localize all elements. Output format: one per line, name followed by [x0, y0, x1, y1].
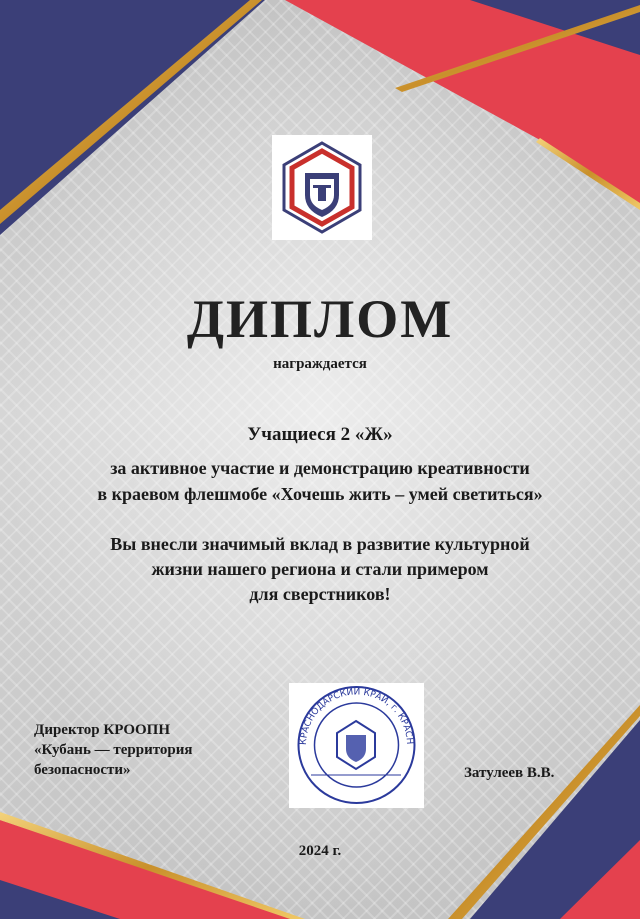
stamp-ring-text: КРАСНОДАРСКИЙ КРАЙ, г. КРАСН	[298, 687, 415, 746]
director-line: Директор КРООПН	[34, 722, 170, 738]
director-title	[34, 720, 193, 780]
director-line: «Кубань — территория	[34, 742, 193, 758]
signer-name: Затулеев В.В.	[464, 765, 555, 781]
organization-logo	[272, 135, 372, 240]
navy-corner-top-left	[0, 0, 265, 235]
issue-year: 2024 г.	[298, 843, 342, 859]
awarded-caption: награждается	[273, 356, 367, 372]
merit-line: жизни нашего региона и стали примером	[151, 559, 489, 579]
award-reason-line: за активное участие и демонстрацию креативности	[110, 458, 530, 478]
diploma-title: ДИПЛОМ	[186, 289, 454, 349]
merit-line: для сверстников!	[249, 584, 391, 604]
director-line: безопасности»	[34, 762, 131, 778]
official-stamp	[289, 683, 424, 808]
award-reason-line: в краевом флешмобе «Хочешь жить – умей светиться»	[97, 484, 543, 504]
award-reason	[0, 455, 640, 507]
merit-line: Вы внесли значимый вклад в развитие культурной	[110, 534, 530, 554]
recipient-name: Учащиеся 2 «Ж»	[247, 424, 393, 445]
merit-statement	[0, 532, 640, 607]
